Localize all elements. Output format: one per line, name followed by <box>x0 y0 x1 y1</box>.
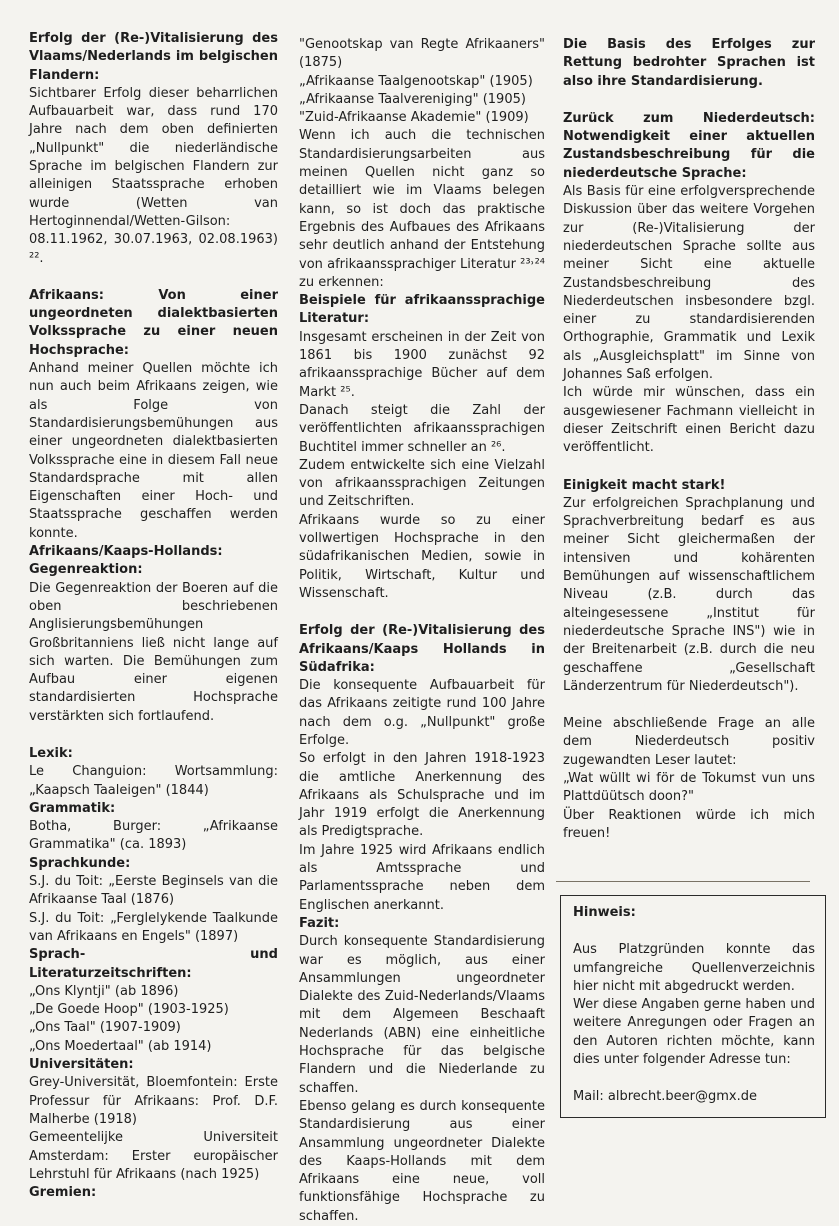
paragraph: Zudem entwickelte sich eine Vielzahl von afrikaanssprachigen Zeitungen und Zeitschriften. <box>299 457 545 510</box>
paragraph: Als Basis für eine erfolgversprechende Diskussion über das weitere Vorgehen zur (Re-)Vitalisierung der niederdeutschen Sprache sollte aus meiner Sicht eine aktuelle Zustandsbeschreibung des Niederdeutschen insbesondere bzgl. einer zu standardisierenden Orthographie, Grammatik und Lexik als „Ausgleichsplatt" im Sinne von Johannes Saß erfolgen. <box>563 184 815 383</box>
heading-universitaeten: Universitäten: <box>29 1057 134 1073</box>
paragraph: Afrikaans wurde so zu einer vollwertigen Hochsprache in den südafrikanischen Medien, sowie in Politik, Wirtschaft, Kultur und Wissenschaft. <box>299 512 545 601</box>
heading-sprachkunde: Sprachkunde: <box>29 855 131 871</box>
list-item: „De Goede Hoop" (1903-1925) <box>29 1002 229 1018</box>
heading-afrikaans-success: Erfolg der (Re-)Vitalisierung des Afrikaans/Kaaps Hollands in Südafrika: <box>299 623 545 675</box>
paragraph: Danach steigt die Zahl der veröffentlichten afrikaanssprachigen Buchtitel immer schneller an ²⁶. <box>299 402 545 455</box>
paragraph: Ebenso gelang es durch konsequente Standardisierung aus einer Ansammlung ungeordneter Dialekte des Kaaps-Hollands mit dem Afrikaans eine neue, voll funktionsfähige Hochsprache zu schaffen. <box>299 1098 545 1224</box>
list-item: „Afrikaanse Taalvereniging" (1905) <box>299 91 526 107</box>
list-item: „Ons Moedertaal" (ab 1914) <box>29 1038 212 1054</box>
paragraph: Meine abschließende Frage an alle dem Niederdeutsch positiv zugewandten Leser lautet: <box>563 716 815 768</box>
paragraph: Anhand meiner Quellen möchte ich nun auch beim Afrikaans zeigen, wie als Folge von Standardisierungsbemühungen aus einer ungeordneten dialektbasierten Volkssprache eine in diesem Fall neue Standardsprache mit allen Eigenschaften einer Hoch- und Staatssprache geschaffen werden konnte. <box>29 361 278 541</box>
paragraph: Botha, Burger: „Afrikaanse Grammatika" (ca. 1893) <box>29 819 278 853</box>
paragraph: So erfolgt in den Jahren 1918-1923 die amtliche Anerkennung des Afrikaans als Schulsprache und im Jahr 1919 erfolgt die Anerkennung als Predigtsprache. <box>299 751 545 840</box>
paragraph: Im Jahre 1925 wird Afrikaans endlich als Amtssprache und Parlamentssprache neben dem Englischen anerkannt. <box>299 842 545 913</box>
paragraph: Gemeentelijke Universiteit Amsterdam: Erster europäischer Lehrstuhl für Afrikaans (nach 1925) <box>29 1130 278 1182</box>
heading-literatur: Beispiele für afrikaanssprachige Literatur: <box>299 293 545 327</box>
hinweis-box <box>560 895 826 1118</box>
paragraph: Aus Platzgründen konnte das umfangreiche Quellenverzeichnis hier nicht mit abgedruckt werden. <box>573 942 815 994</box>
heading-gremien: Gremien: <box>29 1185 97 1201</box>
paragraph: Le Changuion: Wortsammlung: „Kaapsch Taaleigen" (1844) <box>29 764 278 798</box>
heading-grammatik: Grammatik: <box>29 800 116 816</box>
paragraph: Die Gegenreaktion der Boeren auf die oben beschriebenen Anglisierungsbemühungen Großbritanniens ließ nicht lange auf sich warten. Die Bemühungen zum Aufbau einer eigenen standardisierten Hochsprache verstärkten sich fortlaufend. <box>29 580 278 724</box>
paragraph: Über Reaktionen würde ich mich freuen! <box>563 807 815 841</box>
paragraph: Insgesamt erscheinen in der Zeit von 1861 bis 1900 zunächst 92 afrikaanssprachige Bücher auf dem Markt ²⁵. <box>299 329 545 400</box>
heading-einigkeit: Einigkeit macht stark! <box>563 477 726 493</box>
paragraph: S.J. du Toit: „Eerste Beginsels van die Afrikaanse Taal (1876) <box>29 874 278 908</box>
paragraph: Grey-Universität, Bloemfontein: Erste Professur für Afrikaans: Prof. D.F. Malherbe (1918) <box>29 1075 278 1127</box>
paragraph: S.J. du Toit: „Ferglelykende Taalkunde van Afrikaans en Engels" (1897) <box>29 910 278 944</box>
divider <box>556 881 810 882</box>
list-item: „Ons Klyntji" (ab 1896) <box>29 983 179 999</box>
email-contact: Mail: albrecht.beer@gmx.de <box>573 1089 758 1105</box>
paragraph: Ich würde mir wünschen, dass ein ausgewiesener Fachmann vielleicht in dieser Zeitschrift einen Bericht dazu veröffentlicht. <box>563 385 815 456</box>
paragraph: Sichtbarer Erfolg dieser beharrlichen Aufbauarbeit war, dass rund 170 Jahre nach dem oben definierten „Nullpunkt" die niederländische Sprache im belgischen Flandern zur alleinigen Staatssprache erhoben wurde (Wetten van Hertoginnendal/Wetten-Gilson: 08.11.1962, 30.07.1963, 02.08.1963) ²². <box>29 85 278 266</box>
heading-fazit: Fazit: <box>299 915 340 931</box>
heading-zeitschriften: Sprach- und Literaturzeitschriften: <box>29 947 278 981</box>
column-1 <box>29 30 278 1202</box>
heading-gegenreaktion: Afrikaans/Kaaps-Hollands: Gegenreaktion: <box>29 544 223 578</box>
list-item: "Genootskap van Regte Afrikaaners" (1875) <box>299 37 545 71</box>
heading-basis: Die Basis des Erfolges zur Rettung bedrohter Sprachen ist also ihre Standardisierung. <box>563 37 815 89</box>
heading-niederdeutsch: Zurück zum Niederdeutsch: Notwendigkeit einer aktuellen Zustandsbeschreibung für die niederdeutsche Sprache: <box>563 110 815 181</box>
heading-afrikaans-origin: Afrikaans: Von einer ungeordneten dialektbasierten Volkssprache zu einer neuen Hochsprache: <box>29 287 278 358</box>
list-item: „Ons Taal" (1907-1909) <box>29 1020 181 1036</box>
paragraph: „Wat wüllt wi för de Tokumst vun uns Plattdüütsch doon?" <box>563 770 815 805</box>
paragraph: Wer diese Angaben gerne haben und weitere Anregungen oder Fragen an den Autoren richten möchte, kann dies unter folgender Adresse tun: <box>573 997 815 1068</box>
column-3 <box>563 36 815 843</box>
paragraph: Durch konsequente Standardisierung war es möglich, aus einer Ansammlungen ungeordneter Dialekte des Zuid-Nederlands/Vlaams mit dem Algemeen Beschaaft Nederlands (ABN) eine einheitliche Hochsprache für das belgische Flandern und die Niederlande zu schaffen. <box>299 934 545 1096</box>
heading-vlaams-success: Erfolg der (Re-)Vitalisierung des Vlaams/Nederlands im belgischen Flandern: <box>29 31 278 83</box>
paragraph: Die konsequente Aufbauarbeit für das Afrikaans zeitigte rund 100 Jahre nach dem o.g. „Nullpunkt" große Erfolge. <box>299 678 545 748</box>
list-item: "Zuid-Afrikaanse Akademie" (1909) <box>299 110 529 126</box>
hinweis-title: Hinweis: <box>573 905 636 920</box>
column-2 <box>299 36 545 1226</box>
paragraph: Wenn ich auch die technischen Standardisierungsarbeiten aus meinen Quellen nicht ganz so detailliert wie im Vlaams belegen kann, so ist doch das praktische Ergebnis des Aufbaues des Afrikaans sehr deutlich anhand der Entstehung von afrikaanssprachiger Literatur ²³˒²⁴ zu erkennen: <box>299 128 545 290</box>
paragraph: Zur erfolgreichen Sprachplanung und Sprachverbreitung bedarf es aus meiner Sicht gleichermaßen der intensiven und kohärenten Bemühungen auf wissenschaftlichem Niveau (z.B. durch das alteingesessene „Institut für niederdeutsche Sprache INS") wie in der Breitenarbeit (z.B. durch die neu geschaffene „Gesellschaft Länderzentrum für Niederdeutsch"). <box>563 495 815 694</box>
list-item: „Afrikaanse Taalgenootskap" (1905) <box>299 73 533 89</box>
heading-lexik: Lexik: <box>29 745 73 761</box>
